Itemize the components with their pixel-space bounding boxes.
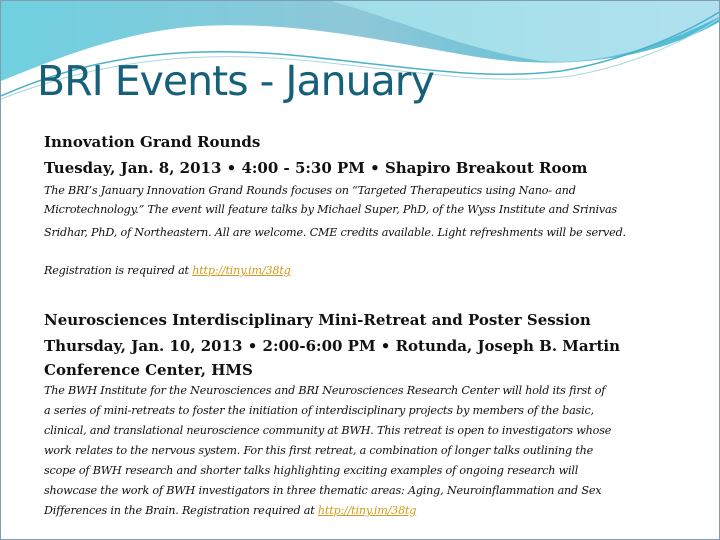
- slide-title: BRI Events - January: [37, 57, 434, 105]
- event-description-line: showcase the work of BWH investigators in three thematic areas: Aging, Neuroinflammation and Sex: [44, 484, 602, 497]
- registration-text: Registration is required at: [44, 264, 193, 277]
- registration-link[interactable]: http://tiny.im/38tg: [192, 264, 291, 277]
- event-innovation-grand-rounds: [44, 129, 694, 281]
- event-neurosciences-mini-retreat: [44, 307, 694, 521]
- event-registration: [44, 261, 694, 281]
- event-registration: [44, 501, 694, 521]
- event-description-line: clinical, and translational neuroscience community at BWH. This retreat is open to investigators whose: [44, 424, 612, 437]
- event-description-line: scope of BWH research and shorter talks highlighting exciting examples of ongoing research will: [44, 464, 579, 477]
- event-description-line: Sridhar, PhD, of Northeastern. All are welcome. CME credits available. Light refreshments will be served.: [44, 226, 626, 239]
- event-description-line: work relates to the nervous system. For this first retreat, a combination of longer talks outlining the: [44, 444, 594, 457]
- registration-link[interactable]: http://tiny.im/38tg: [317, 504, 417, 517]
- registration-text: Differences in the Brain. Registration required at: [44, 504, 318, 517]
- event-when: Thursday, Jan. 10, 2013 • 2:00-6:00 PM • Rotunda, Joseph B. Martin: [44, 337, 621, 355]
- event-description-line: a series of mini-retreats to foster the initiation of interdisciplinary projects by members of the basic,: [44, 404, 594, 417]
- event-title: Innovation Grand Rounds: [44, 133, 261, 151]
- event-when: Tuesday, Jan. 8, 2013 • 4:00 - 5:30 PM • Shapiro Breakout Room: [44, 159, 588, 177]
- events-content: [44, 129, 694, 521]
- event-description-line: The BWH Institute for the Neurosciences and BRI Neurosciences Research Center will hold its first of: [44, 384, 606, 397]
- event-description-line: The BRI’s January Innovation Grand Rounds focuses on “Targeted Therapeutics using Nano- and: [44, 184, 576, 197]
- event-description-line: Microtechnology.” The event will feature talks by Michael Super, PhD, of the Wyss Institute and Srinivas: [44, 203, 617, 216]
- event-title: Neurosciences Interdisciplinary Mini-Retreat and Poster Session: [44, 311, 591, 329]
- event-when: Conference Center, HMS: [44, 361, 253, 379]
